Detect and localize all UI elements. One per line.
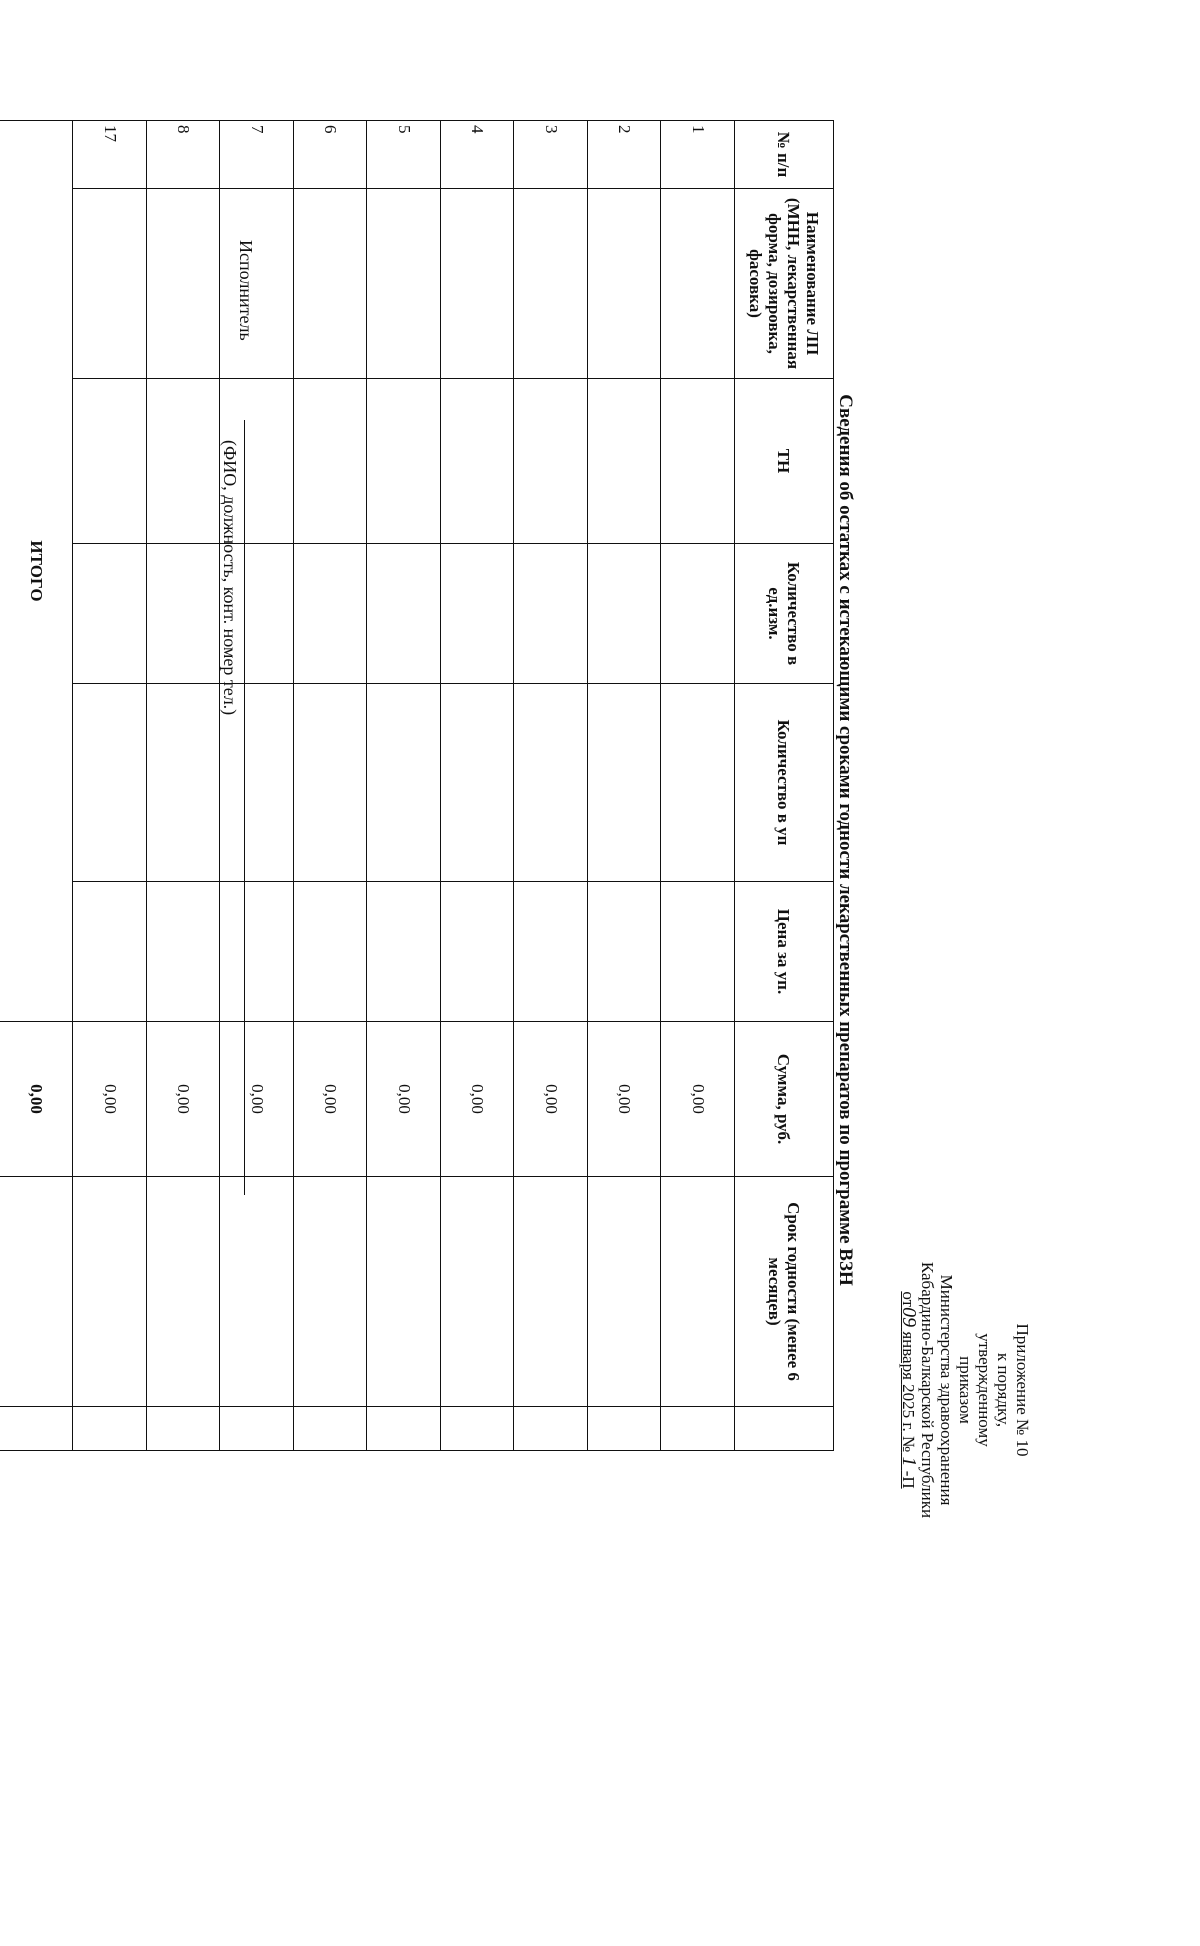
order-number: 1: [898, 1456, 920, 1467]
order-month: января: [899, 1331, 918, 1380]
cell-expiry[interactable]: [588, 1177, 662, 1407]
cell-qty-packs[interactable]: [147, 684, 221, 882]
table-row: [661, 121, 735, 1451]
total-sum: 0,00: [0, 1022, 73, 1177]
table-row: [294, 121, 368, 1451]
signature-line: [244, 420, 245, 1195]
cell-drug-name[interactable]: [294, 189, 368, 379]
order-reference: [899, 1180, 918, 1600]
cell-expiry[interactable]: [220, 1177, 294, 1407]
header-sum: Сумма, руб.: [735, 1022, 834, 1177]
header-drug-name: Наименование ЛП (МНН, лекарственная форма, дозировка, фасовка): [735, 189, 834, 379]
cell-drug-name[interactable]: [588, 189, 662, 379]
total-label: ИТОГО: [0, 121, 73, 1022]
cell-trade-name[interactable]: [73, 379, 147, 544]
cell-drug-name[interactable]: [220, 189, 294, 379]
cell-qty-units[interactable]: [514, 544, 588, 684]
cell-sum: 0,00: [367, 1022, 441, 1177]
executor-label: Исполнитель: [236, 240, 256, 341]
cell-price[interactable]: [588, 882, 662, 1022]
table-header-row: [735, 121, 834, 1451]
cell-qty-units[interactable]: [661, 544, 735, 684]
cell-expiry[interactable]: [514, 1177, 588, 1407]
cell-sum: 0,00: [661, 1022, 735, 1177]
cell-price[interactable]: [147, 882, 221, 1022]
appendix-block: [899, 1180, 1032, 1600]
appendix-line: приказом: [956, 1356, 975, 1424]
header-expiry: Срок годности (менее 6 месяцев): [735, 1177, 834, 1407]
header-number: № п/п: [735, 121, 834, 189]
table-total-row: [0, 121, 73, 1451]
document-title: Сведения об остатках с истекающими сроками годности лекарственных препаратов по программе ВЗН: [835, 394, 856, 1286]
cell-strip: [661, 1407, 735, 1451]
header-trade-name: ТН: [735, 379, 834, 544]
cell-expiry[interactable]: [367, 1177, 441, 1407]
table-row: [514, 121, 588, 1451]
cell-expiry[interactable]: [661, 1177, 735, 1407]
cell-expiry[interactable]: [147, 1177, 221, 1407]
cell-strip: [73, 1407, 147, 1451]
cell-qty-packs[interactable]: [661, 684, 735, 882]
header-price: Цена за уп.: [735, 882, 834, 1022]
cell-expiry[interactable]: [73, 1177, 147, 1407]
cell-qty-packs[interactable]: [514, 684, 588, 882]
cell-strip: [588, 1407, 662, 1451]
order-suffix: -П: [899, 1470, 918, 1489]
appendix-line: к порядку,: [994, 1352, 1013, 1428]
cell-price[interactable]: [73, 882, 147, 1022]
row-number: 17: [73, 121, 147, 189]
row-number: 5: [367, 121, 441, 189]
cell-qty-units[interactable]: [367, 544, 441, 684]
signature-caption: (ФИО, должность, конт. номер тел.): [220, 440, 240, 716]
row-number: 3: [514, 121, 588, 189]
cell-qty-packs[interactable]: [294, 684, 368, 882]
cell-sum: 0,00: [147, 1022, 221, 1177]
cell-trade-name[interactable]: [294, 379, 368, 544]
appendix-line: утвержденному: [975, 1333, 994, 1447]
cell-price[interactable]: [294, 882, 368, 1022]
total-strip: [0, 1407, 73, 1451]
cell-trade-name[interactable]: [588, 379, 662, 544]
table-row: [220, 121, 294, 1451]
cell-trade-name[interactable]: [514, 379, 588, 544]
cell-price[interactable]: [367, 882, 441, 1022]
order-underline: [899, 1291, 918, 1488]
cell-drug-name[interactable]: [441, 189, 515, 379]
header-qty-packs: Количество в уп: [735, 684, 834, 882]
cell-strip: [514, 1407, 588, 1451]
order-day: 09: [898, 1307, 920, 1328]
cell-qty-units[interactable]: [147, 544, 221, 684]
appendix-line: Кабардино-Балкарской Республики: [918, 1261, 937, 1519]
row-number: 4: [441, 121, 515, 189]
order-number-label: №: [899, 1435, 918, 1453]
cell-strip: [294, 1407, 368, 1451]
cell-sum: 0,00: [588, 1022, 662, 1177]
order-prefix: от: [899, 1291, 918, 1308]
cell-trade-name[interactable]: [661, 379, 735, 544]
cell-qty-packs[interactable]: [367, 684, 441, 882]
header-qty-units: Количество в ед.изм.: [735, 544, 834, 684]
cell-qty-packs[interactable]: [73, 684, 147, 882]
cell-sum: 0,00: [220, 1022, 294, 1177]
appendix-line: Приложение № 10: [1013, 1323, 1032, 1457]
cell-drug-name[interactable]: [147, 189, 221, 379]
cell-price[interactable]: [441, 882, 515, 1022]
cell-trade-name[interactable]: [147, 379, 221, 544]
table-row: [441, 121, 515, 1451]
table-row: [73, 121, 147, 1451]
cell-trade-name[interactable]: [441, 379, 515, 544]
cell-strip: [367, 1407, 441, 1451]
table-row: [147, 121, 221, 1451]
cell-expiry[interactable]: [441, 1177, 515, 1407]
row-number: 8: [147, 121, 221, 189]
cell-price[interactable]: [514, 882, 588, 1022]
cell-strip: [220, 1407, 294, 1451]
cell-qty-packs[interactable]: [441, 684, 515, 882]
cell-sum: 0,00: [73, 1022, 147, 1177]
cell-qty-units[interactable]: [441, 544, 515, 684]
cell-drug-name[interactable]: [514, 189, 588, 379]
cell-sum: 0,00: [441, 1022, 515, 1177]
stock-table: [0, 120, 834, 1451]
cell-drug-name[interactable]: [367, 189, 441, 379]
cell-price[interactable]: [220, 882, 294, 1022]
cell-strip: [441, 1407, 515, 1451]
cell-drug-name[interactable]: [73, 189, 147, 379]
row-number: 7: [220, 121, 294, 189]
appendix-line: Министерства здравоохранения: [937, 1274, 956, 1506]
cell-price[interactable]: [661, 882, 735, 1022]
cell-trade-name[interactable]: [367, 379, 441, 544]
cell-qty-units[interactable]: [73, 544, 147, 684]
row-number: 6: [294, 121, 368, 189]
cell-expiry[interactable]: [294, 1177, 368, 1407]
header-title-strip: [735, 1407, 834, 1451]
cell-sum: 0,00: [514, 1022, 588, 1177]
order-year: 2025 г.: [899, 1384, 918, 1432]
table-row: [588, 121, 662, 1451]
cell-drug-name[interactable]: [661, 189, 735, 379]
total-expiry: [0, 1177, 73, 1407]
cell-qty-units[interactable]: [588, 544, 662, 684]
cell-strip: [147, 1407, 221, 1451]
cell-sum: 0,00: [294, 1022, 368, 1177]
cell-qty-units[interactable]: [294, 544, 368, 684]
row-number: 2: [588, 121, 662, 189]
row-number: 1: [661, 121, 735, 189]
table-row: [367, 121, 441, 1451]
cell-qty-packs[interactable]: [588, 684, 662, 882]
